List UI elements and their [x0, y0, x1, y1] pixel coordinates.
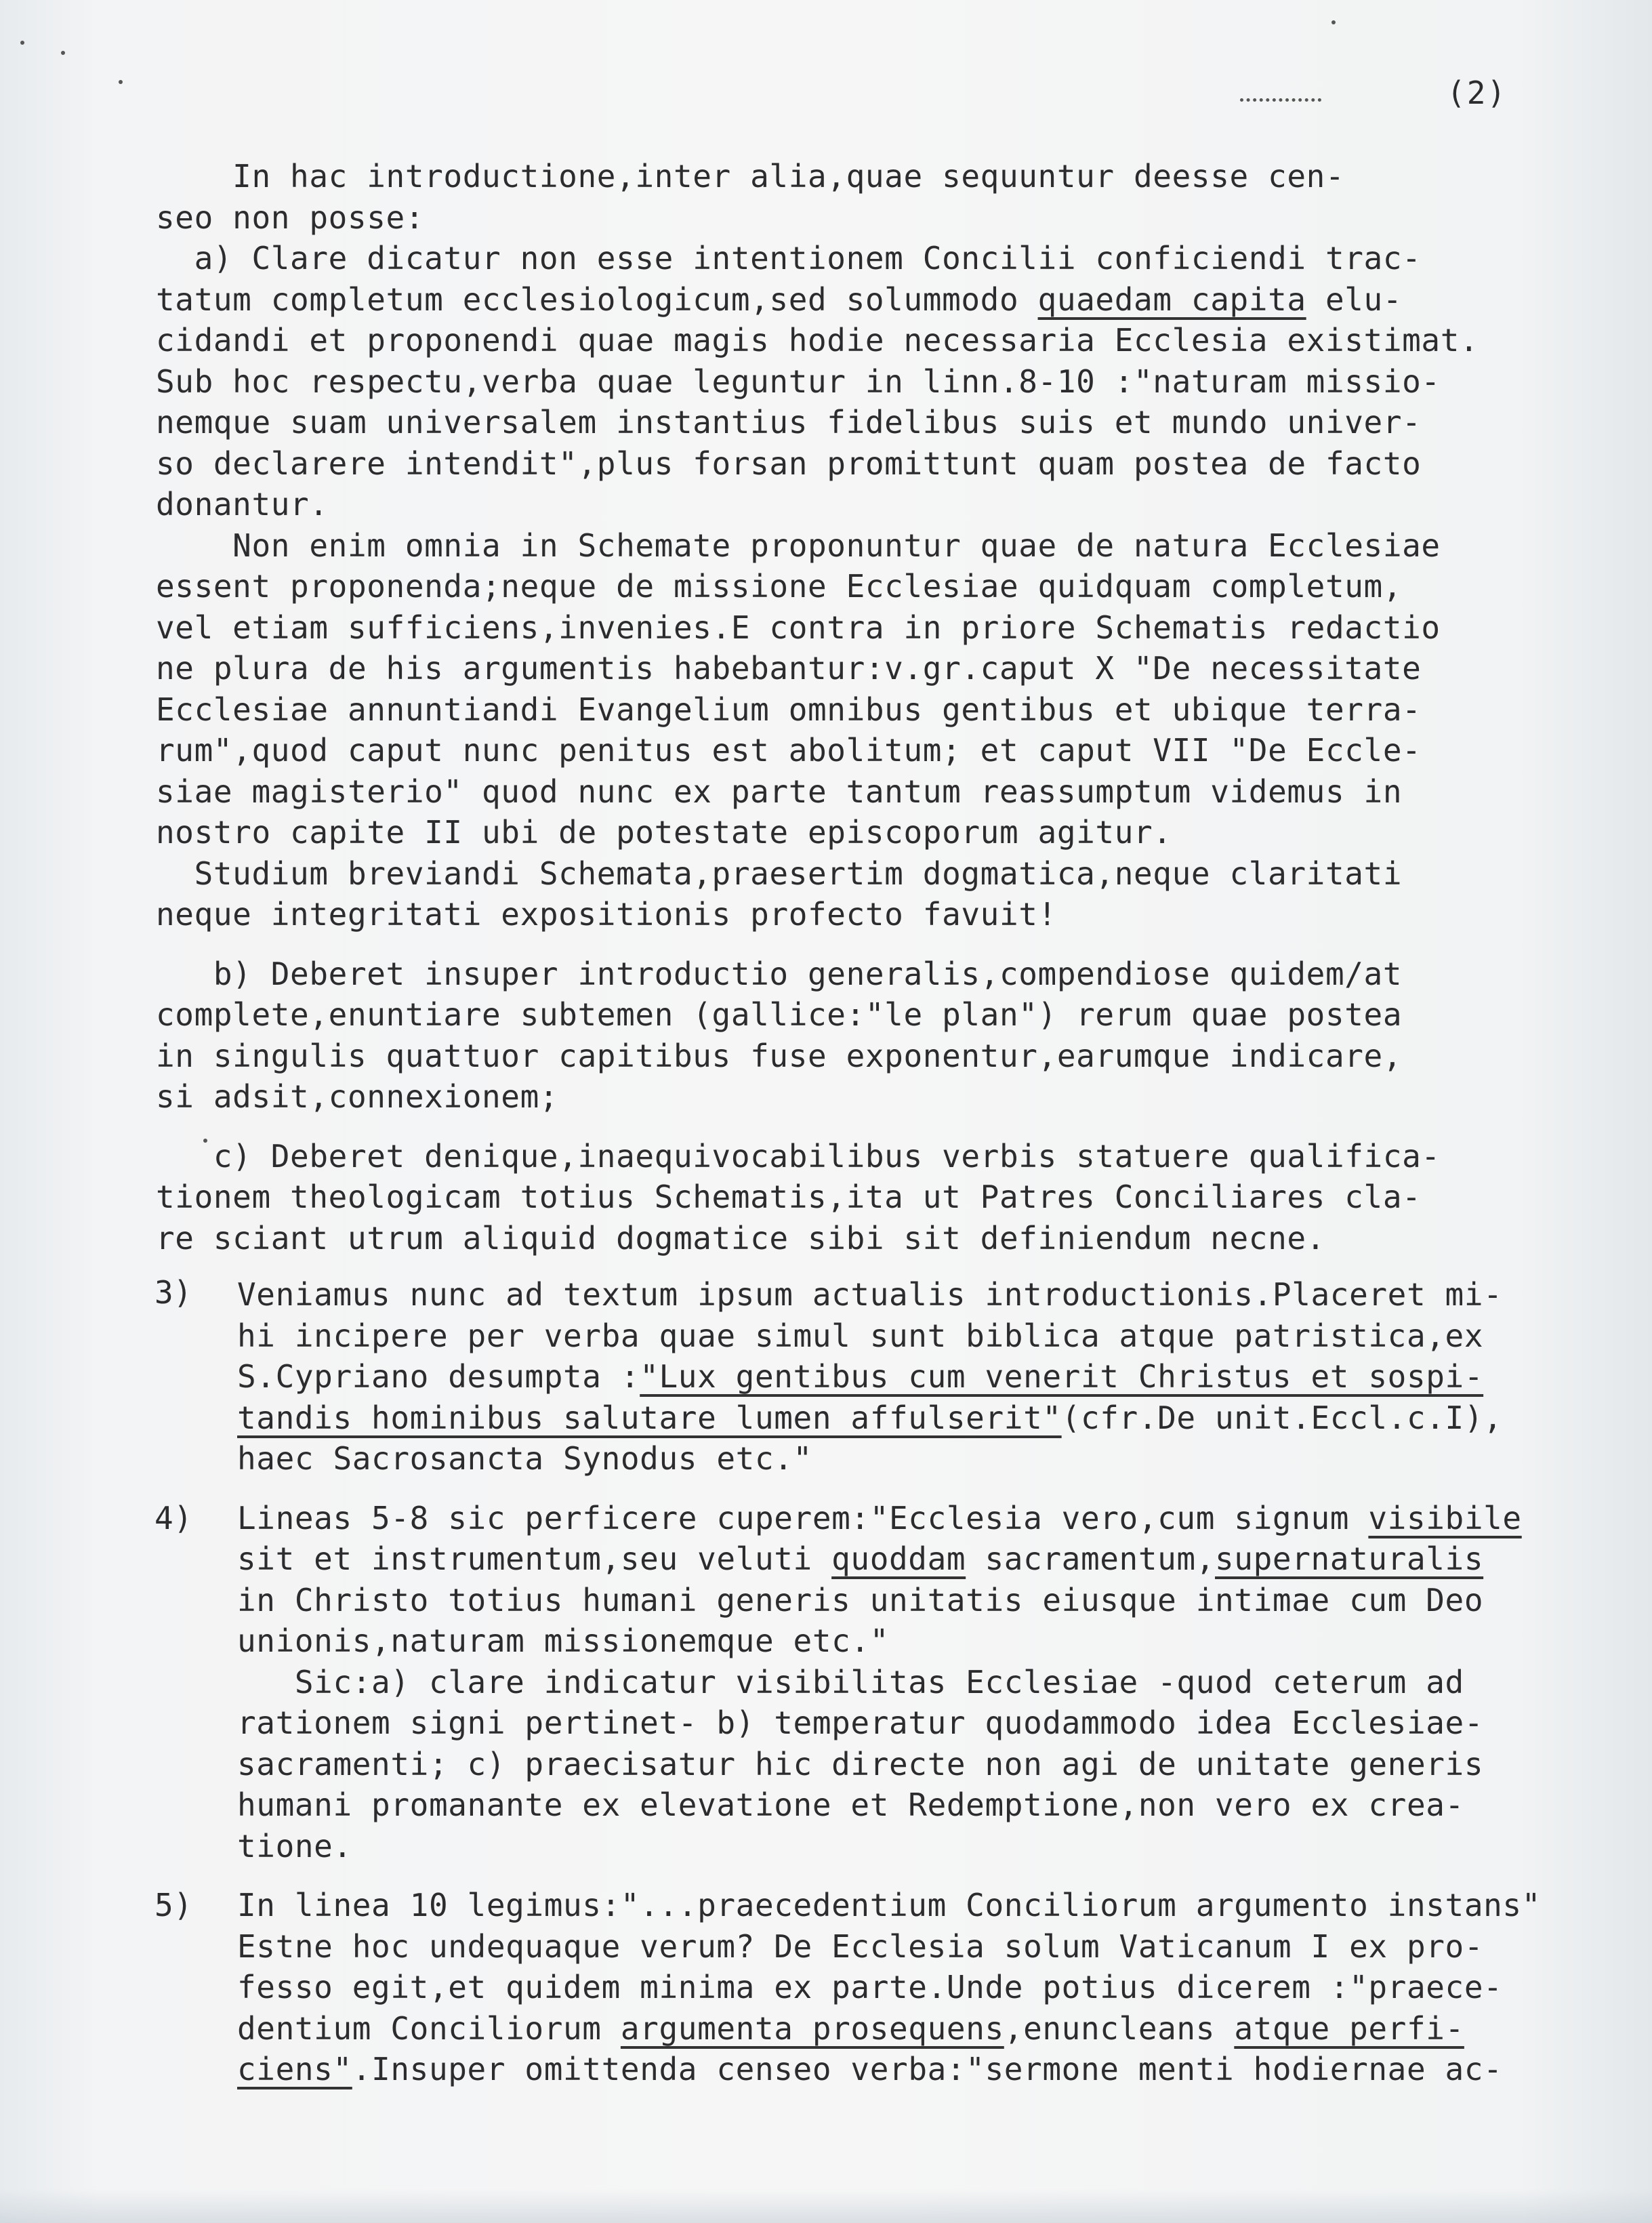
- text-line: b) Deberet insuper introductio generalis,compendiose quidem/at: [156, 955, 1403, 992]
- ink-speck: [119, 80, 123, 84]
- text-line: sit et instrumentum,seu veluti quoddam sacramentum,supernaturalis: [237, 1541, 1484, 1577]
- typed-text-body: [156, 156, 1633, 1259]
- text-line: unionis,naturam missionemque etc.": [237, 1623, 890, 1659]
- text-line: 4) Lineas 5-8 sic perficere cuperem:"Ecclesia vero,cum signum visibile: [156, 1498, 1633, 1539]
- text-line: haec Sacrosancta Synodus etc.": [237, 1440, 812, 1477]
- underlined-text: tandis hominibus salutare lumen affulserit": [237, 1399, 1062, 1436]
- text-line: tionem theologicam totius Schematis,ita ut Patres Conciliares cla-: [156, 1179, 1422, 1215]
- text-line: complete,enuntiare subtemen (gallice:"le plan") rerum quae postea: [156, 996, 1403, 1033]
- text-line: donantur.: [156, 486, 329, 523]
- text-line: tione.: [237, 1827, 352, 1864]
- page-edge-shadow: [0, 2189, 1652, 2223]
- text-line: humani promanante ex elevatione et Redemptione,non vero ex crea-: [237, 1787, 1464, 1823]
- text-line: dentium Conciliorum argumenta prosequens,enuncleans atque perfi-: [237, 2010, 1464, 2047]
- ink-speck: [20, 41, 24, 45]
- text-line: a) Clare dicatur non esse intentionem Concilii conficiendi trac-: [156, 240, 1422, 277]
- underlined-text: argumenta prosequens: [620, 2010, 1004, 2047]
- text-line: fesso egit,et quidem minima ex parte.Unde potius dicerem :"praece-: [237, 1969, 1503, 2005]
- text-line: siae magisterio" quod nunc ex parte tantum reassumptum videmus in: [156, 773, 1403, 810]
- text-line: In hac introductione,inter alia,quae sequuntur deesse cen-: [156, 158, 1345, 195]
- text-line: neque integritati expositionis profecto favuit!: [156, 896, 1057, 933]
- numbered-section: [156, 1274, 1633, 2090]
- text-line: in Christo totius humani generis unitatis eiusque intimae cum Deo: [237, 1581, 1484, 1618]
- text-line: cidandi et proponendi quae magis hodie necessaria Ecclesia existimat.: [156, 322, 1479, 359]
- paragraph-gap: [156, 1480, 1633, 1498]
- text-line: Sub hoc respectu,verba quae leguntur in linn.8-10 :"naturam missio-: [156, 363, 1441, 400]
- underlined-text: ciens": [237, 2051, 352, 2087]
- text-line: Estne hoc undequaque verum? De Ecclesia solum Vaticanum I ex pro-: [237, 1928, 1484, 1965]
- text-line: nemque suam universalem instantius fidelibus suis et mundo univer-: [156, 404, 1422, 441]
- underlined-text: "Lux gentibus cum venerit Christus et sospi-: [640, 1358, 1484, 1395]
- text-line: Veniamus nunc ad textum ipsum actualis introductionis.Placeret mi-: [237, 1276, 1503, 1313]
- text-line: rationem signi pertinet- b) temperatur quodammodo idea Ecclesiae-: [237, 1705, 1484, 1741]
- text-line: Sic:a) clare indicatur visibilitas Ecclesiae -quod ceterum ad: [237, 1663, 1464, 1700]
- text-line: Non enim omnia in Schemate proponuntur quae de natura Ecclesiae: [156, 527, 1441, 564]
- underlined-text: atque perfi-: [1234, 2010, 1464, 2047]
- text-line: sacramenti; c) praecisatur hic directe non agi de unitate generis: [237, 1745, 1484, 1782]
- text-line: vel etiam sufficiens,invenies.E contra in priore Schematis redactio: [156, 609, 1441, 646]
- text-line: ne plura de his argumentis habebantur:v.gr.caput X "De necessitate: [156, 650, 1422, 687]
- text-line: essent proponenda;neque de missione Ecclesiae quidquam completum,: [156, 568, 1403, 605]
- underlined-text: quoddam: [831, 1541, 966, 1577]
- section-number: 5): [154, 1887, 193, 1923]
- text-line: so declarere intendit",plus forsan promittunt quam postea de facto: [156, 445, 1422, 482]
- paragraph-gap: [156, 1867, 1633, 1885]
- text-line: tatum completum ecclesiologicum,sed solummodo quaedam capita elu-: [156, 281, 1403, 318]
- text-line: seo non posse:: [156, 199, 425, 236]
- text-line: re sciant utrum aliquid dogmatice sibi sit definiendum necne.: [156, 1219, 1325, 1257]
- underlined-text: supernaturalis: [1215, 1541, 1484, 1577]
- header-mark: [1240, 98, 1321, 102]
- text-line: S.Cypriano desumpta :"Lux gentibus cum venerit Christus et sospi-: [237, 1358, 1484, 1395]
- text-line: si adsit,connexionem;: [156, 1078, 559, 1115]
- underlined-text: visibile: [1368, 1499, 1522, 1536]
- text-line: in singulis quattuor capitibus fuse exponentur,earumque indicare,: [156, 1037, 1403, 1074]
- underlined-text: quaedam capita: [1037, 281, 1306, 318]
- text-line: tandis hominibus salutare lumen affulserit"(cfr.De unit.Eccl.c.I),: [237, 1399, 1503, 1436]
- text-line: hi incipere per verba quae simul sunt biblica atque patristica,ex: [237, 1317, 1484, 1354]
- text-line: c) Deberet denique,inaequivocabilibus verbis statuere qualifica-: [156, 1137, 1441, 1175]
- paragraph-gap: [156, 935, 1633, 954]
- ink-speck: [1331, 20, 1336, 24]
- text-line: ciens".Insuper omittenda censeo verba:"sermone menti hodiernae ac-: [237, 2051, 1503, 2087]
- section-number: 3): [154, 1274, 192, 1311]
- text-line: nostro capite II ubi de potestate episcoporum agitur.: [156, 814, 1172, 851]
- paragraph-gap: [156, 1118, 1633, 1136]
- text-line: Studium breviandi Schemata,praesertim dogmatica,neque claritati: [156, 855, 1403, 892]
- text-line: rum",quod caput nunc penitus est abolitum; et caput VII "De Eccle-: [156, 732, 1422, 769]
- text-line: 5) In linea 10 legimus:"...praecedentium Conciliorum argumento instans": [156, 1885, 1633, 1926]
- page-number: (2): [1447, 75, 1508, 111]
- text-line: Ecclesiae annuntiandi Evangelium omnibus gentibus et ubique terra-: [156, 691, 1422, 728]
- section-number: 4): [154, 1499, 193, 1536]
- ink-speck: [61, 51, 65, 55]
